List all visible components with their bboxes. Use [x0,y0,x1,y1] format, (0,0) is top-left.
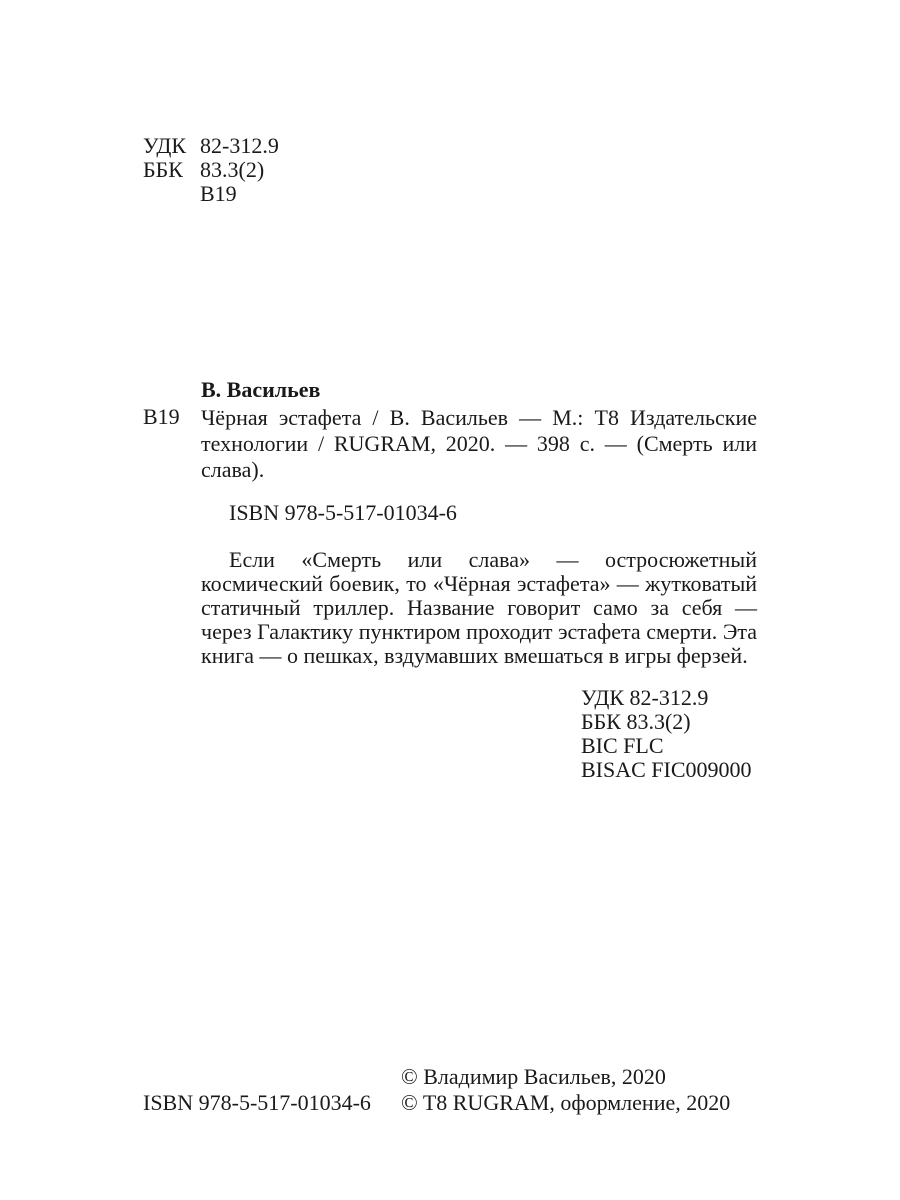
bbk-line: ББК 83.3(2) [581,709,691,734]
bbk-row [143,158,279,182]
record-isbn: ISBN 978-5-517-01034-6 [229,500,457,525]
bbk-label: ББК [143,157,183,182]
classification-block-right [581,686,752,782]
copyright-design: © T8 RUGRAM, оформление, 2020 [401,1090,731,1115]
copyright-author: © Владимир Васильев, 2020 [401,1064,666,1089]
udk-label: УДК [143,133,187,158]
bbk-code: 83.3(2) [200,157,265,182]
footer-isbn: ISBN 978-5-517-01034-6 [143,1090,371,1115]
classification-header [143,134,279,206]
annotation-paragraph: Если «Смерть или слава» — остросюжетный космический боевик, то «Чёрная эстафета» — жутковатый статичный триллер. Название говорит само за себя — через Галактику пунктиром проходит эстафета смерти. Эта книга — о пешках, вздумавших вмешаться в игры ферзей. [201,547,757,668]
cutter-code: В19 [200,181,237,206]
bibliographic-description: Чёрная эстафета / В. Васильев — М.: Т8 Издательские технологии / RUGRAM, 2020. — 398 с. — (Смерть или слава). [201,405,757,482]
author-heading: В. Васильев [201,377,321,402]
udk-line: УДК 82-312.9 [581,685,709,710]
bisac-line: BISAC FIC009000 [581,757,752,782]
cutter-row [143,182,279,206]
udk-code: 82-312.9 [200,133,279,158]
udk-row [143,134,279,158]
record-cutter: В19 [143,404,180,429]
bic-line: BIC FLC [581,733,664,758]
